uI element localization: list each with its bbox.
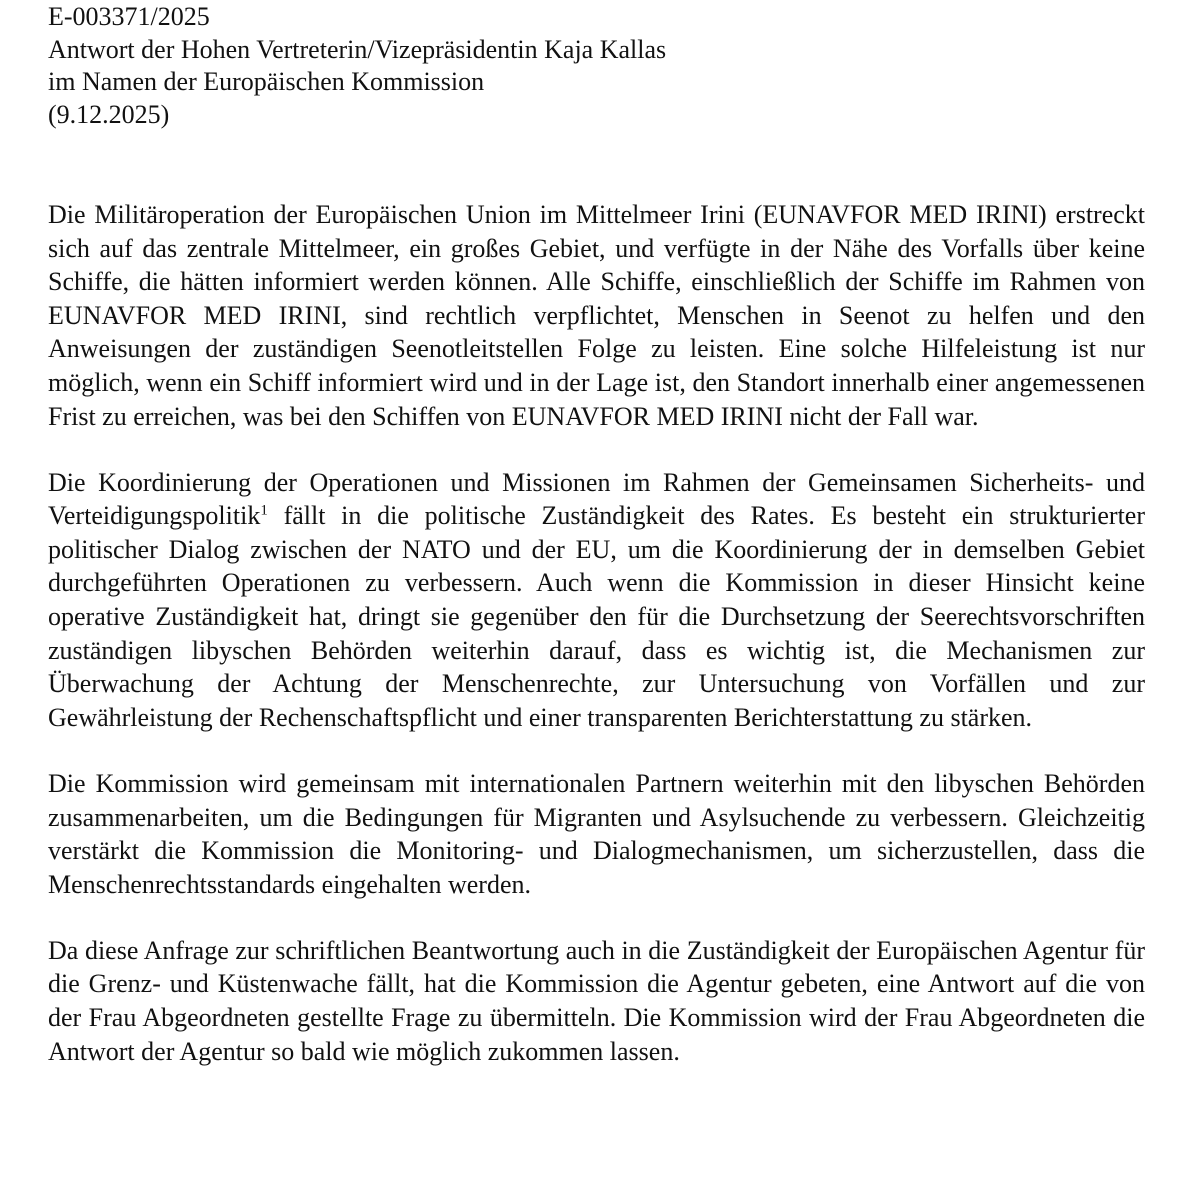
paragraph-2 [48, 466, 1145, 735]
paragraph-1: Die Militäroperation der Europäischen Union im Mittelmeer Irini (EUNAVFOR MED IRINI) erstreckt sich auf das zentrale Mittelmeer, ein großes Gebiet, und verfügte in der Nähe des Vorfalls über keine Schiffe, die hätten informiert werden können. Alle Schiffe, einschließlich der Schiffe im Rahmen von EUNAVFOR MED IRINI, sind rechtlich verpflichtet, Menschen in Seenot zu helfen und den Anweisungen der zuständigen Seenotleitstellen Folge zu leisten. Eine solche Hilfeleistung ist nur möglich, wenn ein Schiff informiert wird und in der Lage ist, den Standort innerhalb einer angemessenen Frist zu erreichen, was bei den Schiffen von EUNAVFOR MED IRINI nicht der Fall war. [48, 200, 1145, 431]
document-header [48, 1, 1145, 131]
answer-subtitle: im Namen der Europäischen Kommission [48, 67, 485, 96]
answer-title: Antwort der Hohen Vertreterin/Vizepräsidentin Kaja Kallas [48, 34, 667, 64]
document-page [48, 0, 1145, 1101]
footnote-marker: 1 [260, 502, 268, 519]
answer-date: (9.12.2025) [48, 99, 170, 129]
paragraph-2-text-a: Die Koordinierung der Operationen und Missionen im Rahmen der Gemeinsamen Sicherheits- und Verteidigungspolitik [48, 467, 1145, 531]
paragraph-4: Da diese Anfrage zur schriftlichen Beantwortung auch in die Zuständigkeit der Europäischen Agentur für die Grenz- und Küstenwache fällt, hat die Kommission die Agentur gebeten, eine Antwort auf die von der Frau Abgeordneten gestellte Frage zu übermitteln. Die Kommission wird der Frau Abgeordneten die Antwort der Agentur so bald wie möglich zukommen lassen. [48, 935, 1145, 1066]
paragraph-2-text-b: fällt in die politische Zuständigkeit des Rates. Es besteht ein strukturierter politischer Dialog zwischen der NATO und der EU, um die Koordinierung der in demselben Gebiet durchgeführten Operationen zu verbessern. Auch wenn die Kommission in dieser Hinsicht keine operative Zuständigkeit hat, dringt sie gegenüber den für die Durchsetzung der Seerechtsvorschriften zuständigen libyschen Behörden weiterhin darauf, dass es wichtig ist, die Mechanismen zur Überwachung der Achtung der Menschenrechte, zur Untersuchung von Vorfällen und zur Gewährleistung der Rechenschaftspflicht und einer transparenten Berichterstattung zu stärken. [48, 501, 1145, 732]
paragraph-3: Die Kommission wird gemeinsam mit internationalen Partnern weiterhin mit den libyschen Behörden zusammenarbeiten, um die Bedingungen für Migranten und Asylsuchende zu verbessern. Gleichzeitig verstärkt die Kommission die Monitoring- und Dialogmechanismen, um sicherzustellen, dass die Menschenrechtsstandards eingehalten werden. [48, 768, 1145, 899]
reference-number: E-003371/2025 [48, 2, 210, 31]
document-body [48, 198, 1145, 1068]
